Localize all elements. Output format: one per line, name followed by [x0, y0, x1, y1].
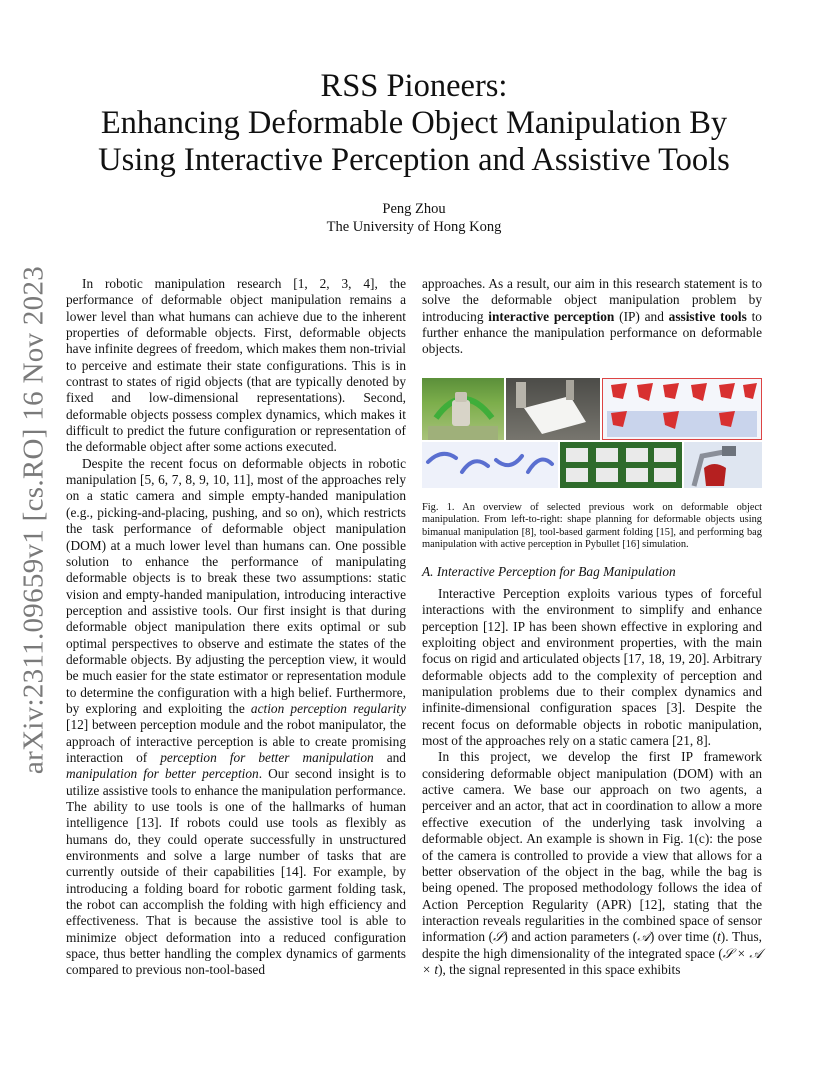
shape-planning-simulation [422, 442, 558, 488]
bag-manipulation-simulation [602, 378, 762, 440]
folding-board-sequence [560, 442, 682, 488]
arxiv-identifier: arXiv:2311.09659v1 [cs.RO] 16 Nov 2023 [17, 265, 50, 775]
right-column-top [422, 276, 762, 358]
author-name: Peng Zhou [382, 201, 446, 217]
paper-title [60, 68, 768, 179]
intro-paragraph-2: Despite the recent focus on deformable objects in robotic manipulation [5, 6, 7, 8, 9, 10, 11], most of the approaches rely on a static camera and simple empty-handed manipulation (e.g., picking-and-placing, pushing, and so on), which restricts the task performance of deformable object manipulation (DOM) at a much lower level than humans can. One possible solution to enhance the performance of manipulating deformable objects is to break these two assumptions: static vision and empty-handed manipulation, introducing interactive perception and assistive tools. Our first insight is that during deformable object manipulation there exits optimal or sub optimal perspectives to observe and estimate the states of the deformable objects. By adjusting the perception view, it would be much easier for the state estimator or representation module to determine the configuration with a high belief. Furthermore, by exploring and exploiting the action perception regularity [12] between perception module and the robot manipulator, the approach of interactive perception is able to create promising interaction of perception for better manipulation and manipulation for better perception. Our second insight is to utilize assistive tools to enhance the manipulation performance. The ability to use tools is one of the hallmarks of human intelligence [13]. If robots could use tools as flexibly as humans do, they could operate successfully in unstructured environments and solve a large number of tasks that are currently outside of their capabilities [14]. For example, by introducing a folding board for robotic garment folding task, the robot can accomplish the folding with high efficiency and effectiveness. That is because the assistive tool is able to minimize object deformation into a reduced configuration space, thus better handling the complex dynamics of garments compared to previous non-tool-based [66, 455, 406, 978]
title-line-3: Using Interactive Perception and Assistive Tools [98, 142, 730, 178]
left-column [66, 276, 406, 979]
section-paragraph-2: In this project, we develop the first IP framework considering deformable object manipulation (DOM) with an active camera. We base our approach on two agents, a perceiver and an actor, that act in coordination to allow a more effective execution of the underlying task involving a deformable object. An example is shown in Fig. 1(c): the pose of the camera is controlled to provide a view that allows for a better observation of the object in the bag, while the bag is being opened. The proposed methodology follows the idea of Action Perception Regularity (APR) [12], stating that the interaction reveals regularities in the combined space of sensor information (𝒮) and action parameters (𝒜) over time (t). Thus, despite the high dimensionality of the integrated space (𝒮 × 𝒜 × t), the signal represented in this space exhibits [422, 749, 762, 977]
active-camera-bag-scene [684, 442, 762, 488]
bimanual-robot-photo [422, 378, 504, 440]
section-paragraph-1: Interactive Perception exploits various types of forceful interactions with the environment to simplify and enhance perception [12]. IP has been shown effective in exploring and exploiting object and environment properties, with the main focus on rigid and articulated objects [17, 18, 19, 20]. Arbitrary deformable objects add to the complexity of perception and manipulation problems due to their complex dynamics and infinite-dimensional configuration spaces [3]. Despite the recent focus on deformable objects in robotic manipulation, most of the approaches rely on a static camera [21, 8]. [422, 586, 762, 749]
right-column-section [422, 586, 762, 978]
title-line-1: RSS Pioneers: [320, 68, 508, 104]
title-line-2: Enhancing Deformable Object Manipulation By [100, 105, 728, 141]
figure-caption: Fig. 1. An overview of selected previous work on deformable object manipulation. From left-to-right: shape planning for deformable objects using bimanual manipulation [8], tool-based garment folding [15], and performing bag manipulation with active perception in Pybullet [16] simulation. [422, 502, 762, 551]
intro-paragraph-continued: approaches. As a result, our aim in this research statement is to solve the deformable object manipulation problem by introducing interactive perception (IP) and assistive tools to further enhance the manipulation performance on deformable objects. [422, 276, 762, 357]
figure-1 [422, 378, 762, 488]
author-affiliation: The University of Hong Kong [326, 219, 502, 235]
intro-paragraph-1: In robotic manipulation research [1, 2, 3, 4], the performance of deformable object manipulation remains a lower level than what humans can achieve due to the inherent properties of deformable objects. First, deformable objects have infinite degrees of freedom, which makes them non-trivial to perceive and estimate their state configurations. This is in contrast to states of rigid objects (that are typically denoted by fixed and low-dimensional representations). Second, deformable objects possess complex dynamics, which makes it difficult to predict the future configuration or representation of the deformable object after some actions executed. [66, 276, 406, 455]
garment-folding-photo [506, 378, 600, 440]
section-heading: A. Interactive Perception for Bag Manipulation [422, 564, 676, 579]
